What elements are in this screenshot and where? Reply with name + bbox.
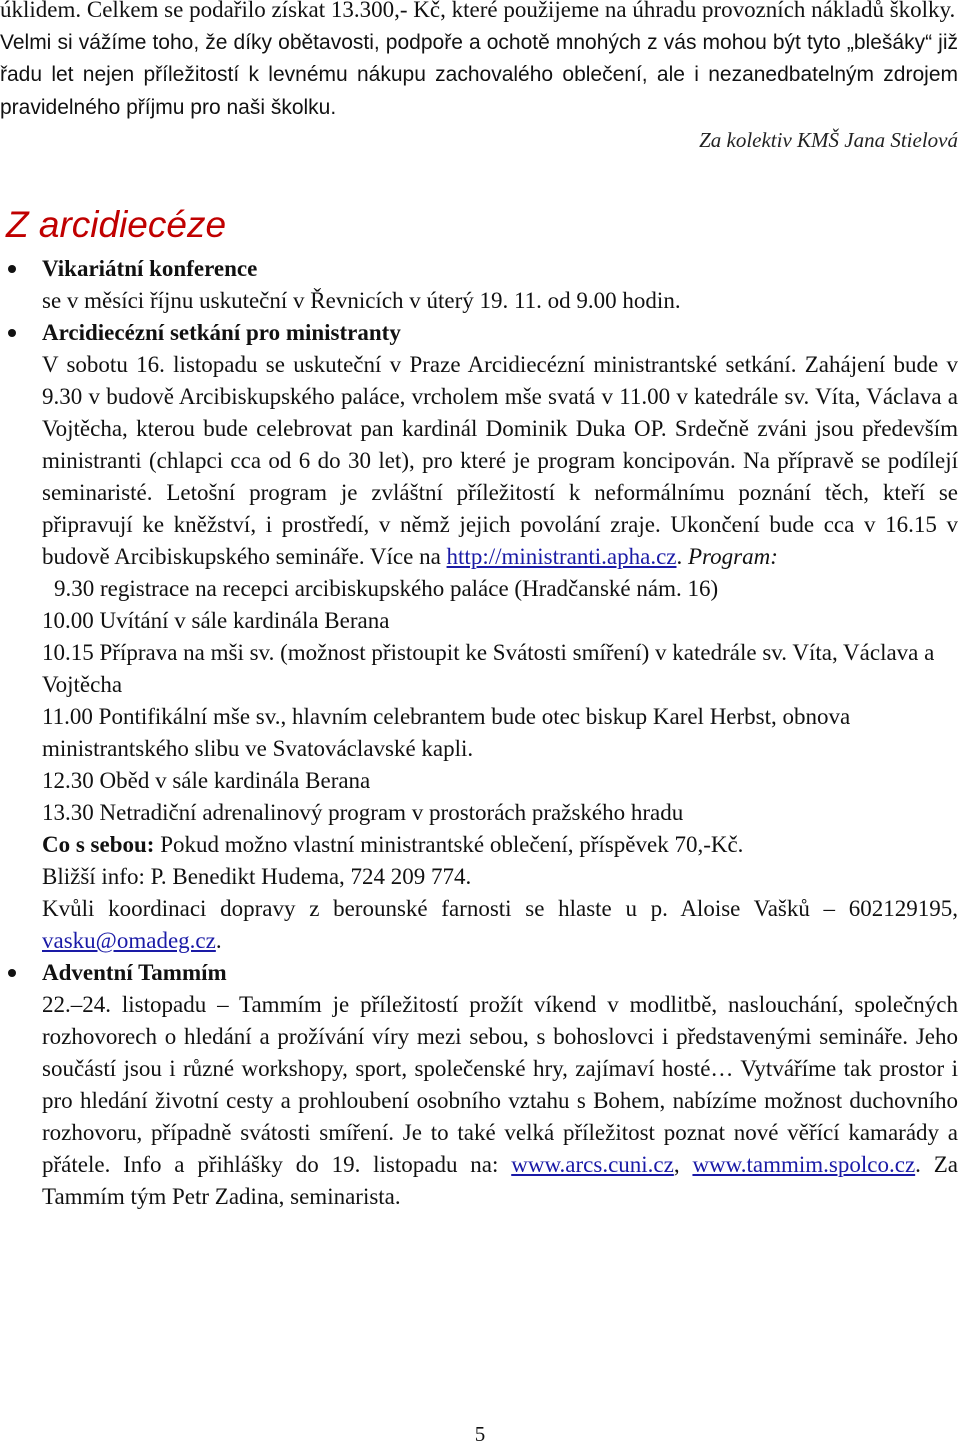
list-item-ministranti	[0, 317, 958, 957]
intro-text-1: úklidem. Celkem se podařilo získat 13.300,- Kč, které použijeme na úhradu provozních nákladů školky.	[0, 0, 956, 22]
item-body-vikariat: se v měsíci říjnu uskuteční v Řevnicích v úterý 19. 11. od 9.00 hodin.	[42, 288, 681, 313]
intro-paragraph-1	[0, 0, 958, 26]
intro-text-2: Velmi si vážíme toho, že díky obětavosti, podpoře a ochotě mnohých z vás mohou být tyto „blešáky“ již řadu let nejen příležitostí k levnému nákupu zachovalého oblečení, ale i nezanedbatelným zdrojem pravidelného příjmu pro naši školku.	[0, 30, 958, 119]
section-items	[0, 253, 958, 1213]
bring-text: Pokud možno vlastní ministrantské oblečení, příspěvek 70,-Kč.	[154, 832, 744, 857]
bring-line	[42, 829, 958, 861]
info-line: Bližší info: P. Benedikt Hudema, 724 209 774.	[42, 864, 472, 889]
section-heading: Z arcidiecéze	[6, 204, 227, 245]
item-title-vikariat: Vikariátní konference	[42, 256, 258, 281]
bullet-icon	[8, 969, 16, 977]
schedule-item: 11.00 Pontifikální mše sv., hlavním celebrantem bude otec biskup Karel Herbst, obnova ministrantského slibu ve Svatováclavské kapli.	[42, 704, 851, 761]
transport-text: Kvůli koordinaci dopravy z berounské farnosti se hlaste u p. Aloise Vašků – 602129195,	[42, 896, 958, 921]
item-title-tammim: Adventní Tammím	[42, 960, 227, 985]
item-title-ministranti: Arcidiecézní setkání pro ministranty	[42, 320, 401, 345]
bullet-icon	[8, 265, 16, 273]
list-item-tammim	[0, 957, 958, 1213]
ministranti-link[interactable]: http://ministranti.apha.cz	[446, 544, 677, 569]
intro-paragraph-2	[0, 26, 958, 124]
tammim-link-spolco[interactable]: www.tammim.spolco.cz	[692, 1152, 916, 1177]
tammim-end: . Za Tammím tým Petr Zadina, seminarista.	[42, 1152, 958, 1209]
transport-email-link[interactable]: vasku@omadeg.cz	[42, 928, 216, 953]
schedule-item: 9.30 registrace na recepci arcibiskupského paláce (Hradčanské nám. 16)	[54, 576, 719, 601]
ministranti-body-text: V sobotu 16. listopadu se uskuteční v Praze Arcidiecézní ministrantské setkání. Zahájení bude v 9.30 v budově Arcibiskupského paláce, vrcholem mše svatá v 11.00 v katedrále sv. Víta, Václava a Vojtěcha, kterou bude celebrovat pan kardinál Dominik Duka OP. Srdečně zváni jsou především ministranti (chlapci cca od 6 do 30 let), pro které je program koncipován. Na přípravě se podílejí seminaristé. Letošní program je zvláštní příležitostí k neformálnímu poznání těch, kteří se připravují ke kněžství, i prostředí, v němž jejich povolání zraje. Ukončení bude cca v 16.15 v budově Arcibiskupského semináře. Více na	[42, 352, 958, 569]
item-body-tammim	[42, 989, 958, 1213]
ministranti-link-end: .	[676, 544, 683, 569]
schedule-item: 13.30 Netradiční adrenalinový program v prostorách pražského hradu	[42, 800, 684, 825]
transport-end: .	[215, 928, 222, 953]
schedule-item: 10.15 Příprava na mši sv. (možnost přistoupit ke Svátosti smíření) v katedrále sv. Víta, Václava a Vojtěcha	[42, 640, 935, 697]
page-number: 5	[474, 1422, 486, 1446]
schedule-item: 10.00 Uvítání v sále kardinála Berana	[42, 608, 390, 633]
bring-label: Co s sebou:	[42, 832, 155, 857]
tammim-body-text: 22.–24. listopadu – Tammím je příležitostí prožít víkend v modlitbě, naslouchání, společných rozhovorech o hledání a prožívání víry mezi sebou, s bohoslovci i představenými semináře. Jeho součástí jsou i různé workshopy, sport, společenské hry, zajímaví hosté… Vytváříme tak prostor i pro hledání životní cesty a prohloubení osobního vztahu s Bohem, nabízíme možnost duchovního rozhovoru, případně svátosti smíření. Je to také velká příležitost poznat nové věřící kamarády a přátele. Info a přihlášky do 19. listopadu na:	[42, 992, 958, 1177]
tammim-separator: ,	[673, 1152, 693, 1177]
program-schedule	[42, 573, 958, 829]
item-body-ministranti	[42, 349, 958, 573]
list-item-vikariat	[0, 253, 958, 317]
bullet-icon	[8, 329, 16, 337]
signature: Za kolektiv KMŠ Jana Stielová	[699, 128, 958, 152]
program-label: Program:	[688, 544, 778, 569]
tammim-link-arcs[interactable]: www.arcs.cuni.cz	[511, 1152, 674, 1177]
schedule-item: 12.30 Oběd v sále kardinála Berana	[42, 768, 371, 793]
transport-line	[42, 893, 958, 957]
